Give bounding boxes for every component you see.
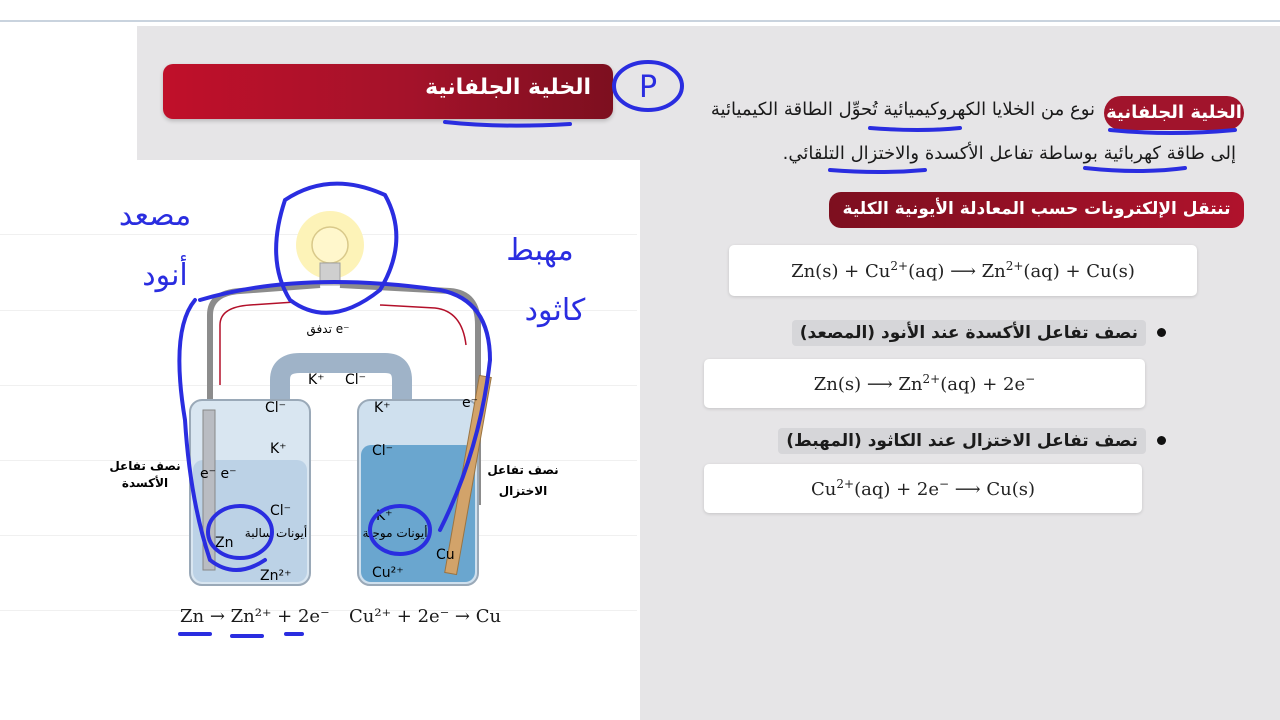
positive-ions-label: أيونات موجبة xyxy=(362,526,428,540)
zn-ion-label: Zn²⁺ xyxy=(260,568,292,584)
right-k-label: K⁺ xyxy=(374,400,391,416)
handwritten-cathode-word1: مهبط xyxy=(506,233,574,268)
ink-circle-anode xyxy=(208,506,272,558)
equation-text: $Cu^{2+}(aq) + 2e^-$ ⟶ Cu(s) xyxy=(811,477,1035,500)
right-electron-label: e⁻ xyxy=(462,395,479,411)
oxidation-caption-line1: نصف تفاعل xyxy=(109,459,181,473)
anode-half-reaction-label: نصف تفاعل الأكسدة عند الأنود (المصعد) xyxy=(792,320,1146,346)
electrons-label: e⁻ e⁻ xyxy=(200,466,237,482)
right-k2-label: K⁺ xyxy=(376,508,393,524)
negative-ions-label: أيونات سالبة xyxy=(244,526,308,540)
ink-underline-word xyxy=(1085,168,1185,171)
ink-arrow-right xyxy=(200,282,490,530)
definition-line-1: نوع من الخلايا الكهروكيميائية تُحوِّل الطاقة الكيميائية xyxy=(710,99,1095,120)
section-title-badge: تنتقل الإلكترونات حسب المعادلة الأيونية الكلية xyxy=(829,192,1244,228)
electron-flow-label: تدفق e⁻ xyxy=(306,322,350,336)
left-cl-label: Cl⁻ xyxy=(265,400,287,416)
handwritten-mark: P xyxy=(638,70,658,105)
cathode-formula: Cu²⁺ + 2e⁻ → Cu xyxy=(349,606,502,627)
equation-text: $Zn(s) + Cu^{2+}(aq)$ ⟶ $Zn^{2+}(aq) + Cu(s)$ xyxy=(791,259,1135,282)
cu-label: Cu xyxy=(436,547,455,563)
page-title: الخلية الجلفانية xyxy=(425,75,591,100)
bridge-cl-label: Cl⁻ xyxy=(345,372,367,388)
definition-term-badge: الخلية الجلفانية xyxy=(1104,96,1244,130)
reduction-caption-line2: الاختزال xyxy=(498,484,548,498)
ink-underline-formula xyxy=(180,634,302,636)
left-cl2-label: Cl⁻ xyxy=(270,503,292,519)
ink-underline-term xyxy=(1110,130,1235,133)
ink-underline-word xyxy=(870,128,960,130)
cathode-half-reaction-label: نصف تفاعل الاختزال عند الكاثود (المهبط) xyxy=(778,428,1146,454)
handwritten-anode-word1: مصعد xyxy=(118,198,192,233)
equation-text: Zn(s) ⟶ $Zn^{2+}(aq) + 2e^-$ xyxy=(813,372,1036,395)
ink-circle-bulb xyxy=(276,184,396,313)
ink-underline-title xyxy=(445,122,570,126)
ink-arrow-left xyxy=(179,300,265,570)
zn-label: Zn xyxy=(215,535,234,551)
reduction-caption-line1: نصف تفاعل xyxy=(487,463,559,477)
bridge-k-label: K⁺ xyxy=(308,372,325,388)
anode-formula: Zn → Zn²⁺ + 2e⁻ xyxy=(180,606,330,627)
handwritten-anode-word2: أنود xyxy=(142,258,188,293)
handwritten-cathode-word2: كاثود xyxy=(524,293,586,328)
definition-line-2: إلى طاقة كهربائية بوساطة تفاعل الأكسدة والاختزال التلقائي. xyxy=(782,143,1236,164)
oxidation-caption-line2: الأكسدة xyxy=(121,476,169,490)
ink-underline-word xyxy=(830,170,925,172)
left-k-label: K⁺ xyxy=(270,441,287,457)
cu-ion-label: Cu²⁺ xyxy=(372,565,404,581)
ink-circle-cathode xyxy=(370,506,430,554)
ink-strokes xyxy=(179,62,1235,636)
right-cl-label: Cl⁻ xyxy=(372,443,394,459)
